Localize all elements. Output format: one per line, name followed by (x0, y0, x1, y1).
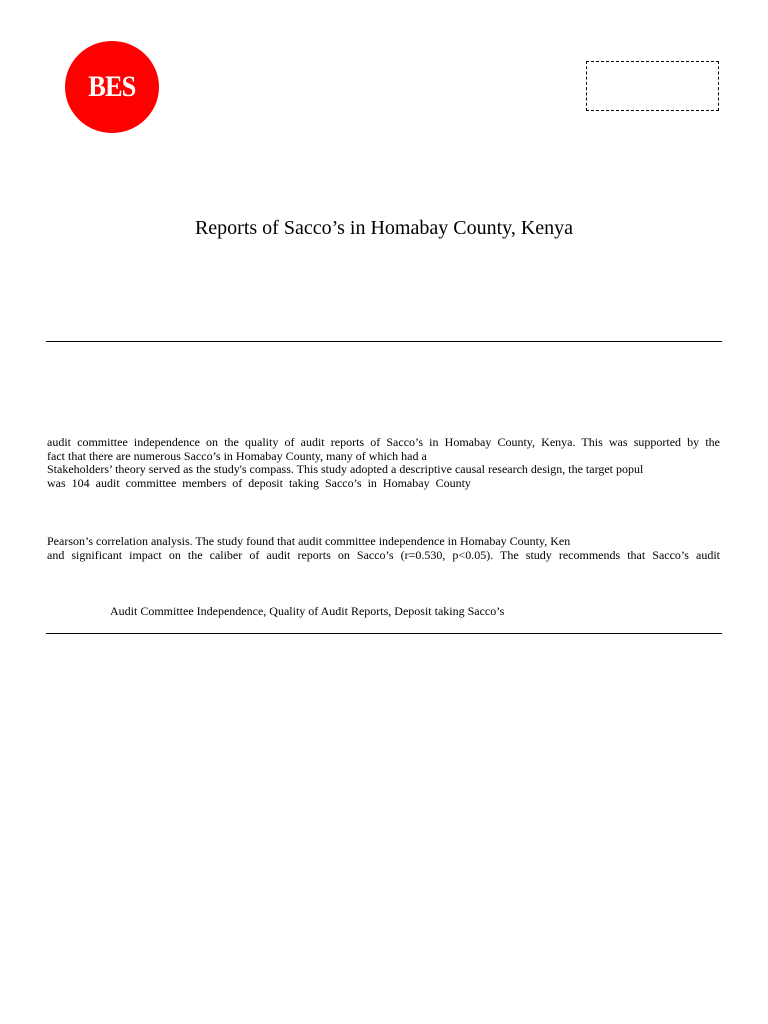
abstract-line: fact that there are numerous Sacco’s in Homabay County, many of which had a (47, 448, 427, 463)
abstract-line: Stakeholders’ theory served as the study's compass. This study adopted a descriptive causal research design, the target popul (47, 462, 644, 476)
abstract-line: was 104 audit committee members of deposit taking Sacco’s in Homabay County (47, 475, 471, 490)
document-title: Reports of Sacco’s in Homabay County, Kenya (194, 217, 574, 239)
bes-logo (65, 41, 159, 133)
placeholder-box (586, 61, 719, 111)
bottom-divider (46, 633, 722, 634)
abstract-line: audit committee independence on the quality of audit reports of Sacco’s in Homabay County, Kenya. This was supported by the (47, 435, 720, 449)
abstract-line: and significant impact on the caliber of audit reports on Sacco’s (r=0.530, p<0.05). The study recommends that Sacco’s audit (47, 547, 720, 562)
top-divider (46, 341, 722, 342)
abstract-paragraph-2 (47, 535, 720, 562)
abstract-line: Pearson’s correlation analysis. The study found that audit committee independence in Homabay County, Ken (47, 534, 571, 548)
logo-text: BES (88, 70, 136, 103)
abstract-paragraph-1 (47, 436, 720, 490)
keywords: Audit Committee Independence, Quality of Audit Reports, Deposit taking Sacco’s (110, 604, 505, 618)
